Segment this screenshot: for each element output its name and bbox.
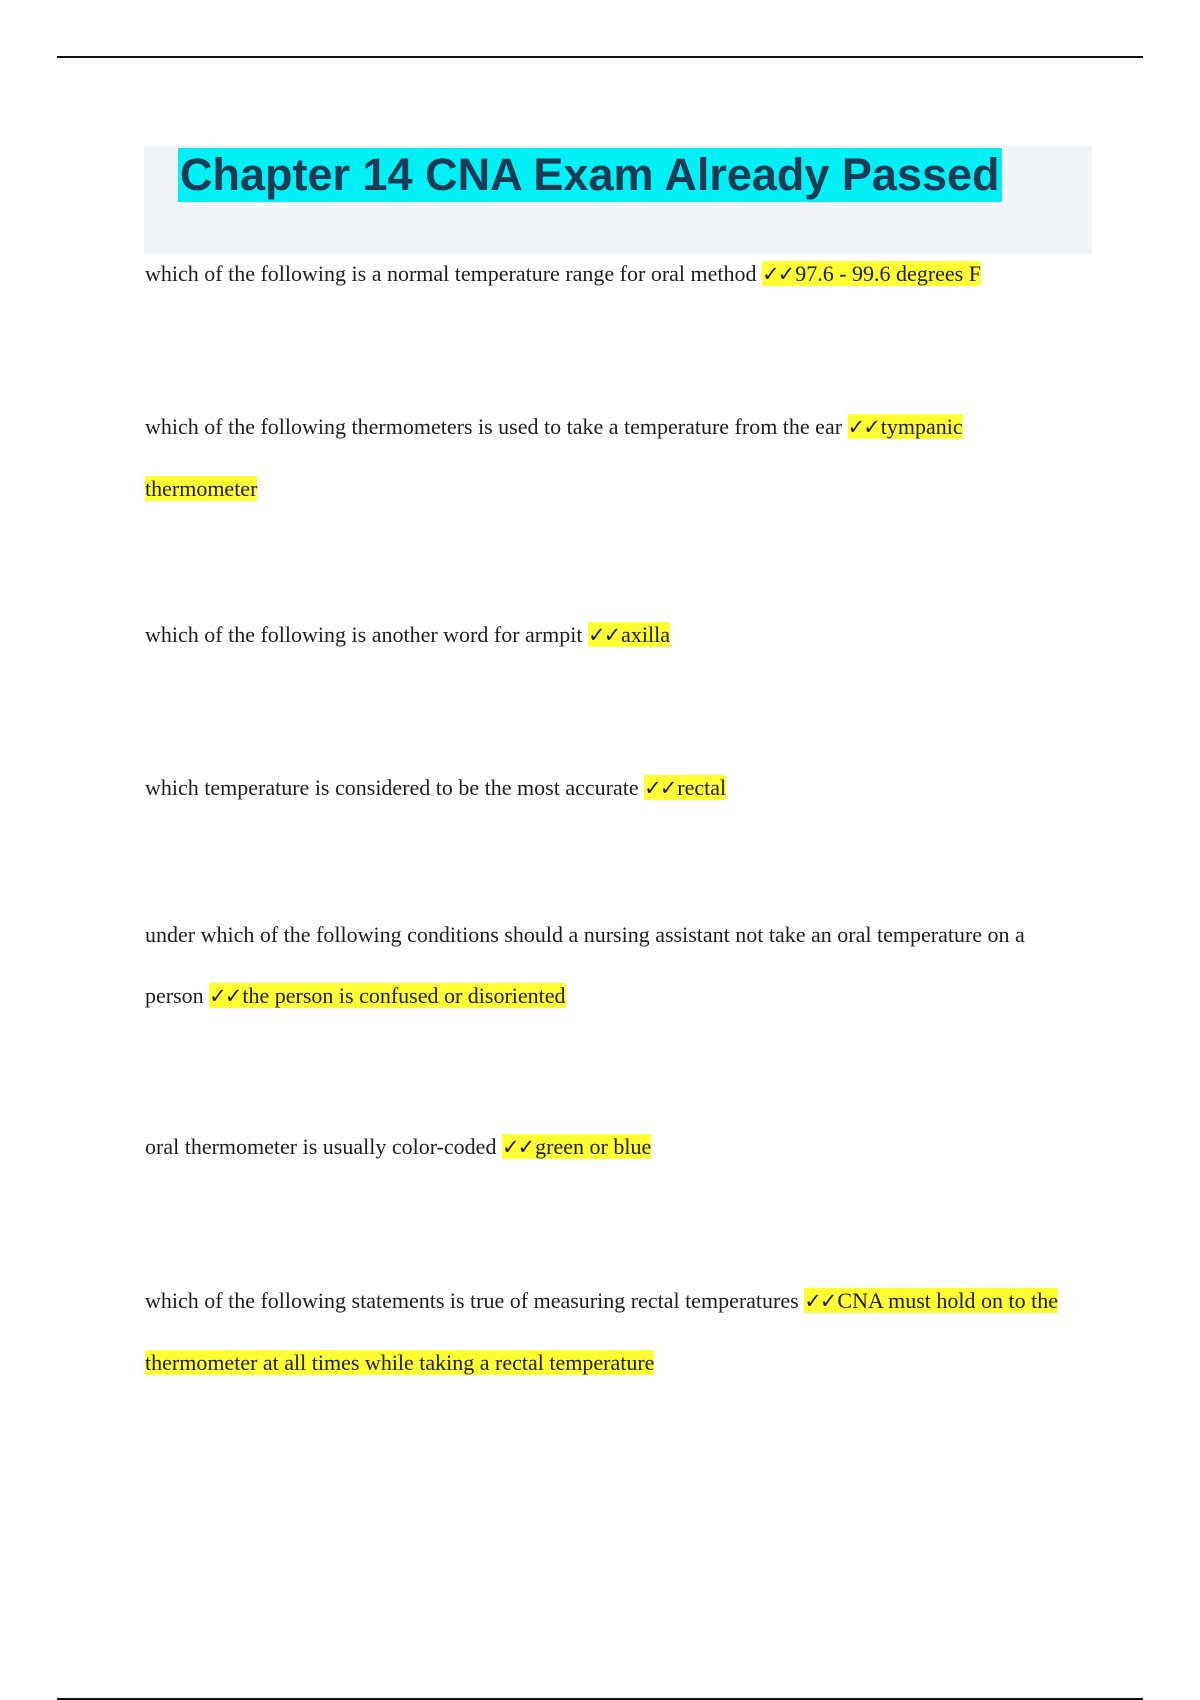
question-text: which of the following is another word for armpit (145, 622, 583, 647)
answer-text: green or blue (535, 1134, 652, 1159)
qa-item-5 (145, 904, 1080, 1027)
double-check-icon: ✓✓ (209, 984, 241, 1008)
qa-item-3 (145, 604, 1080, 666)
answer-highlight (762, 261, 981, 286)
qa-item-6 (145, 1116, 1080, 1178)
question-text: which of the following is a normal temperature range for oral method (145, 261, 757, 286)
answer-text: axilla (621, 622, 671, 647)
qa-item-1 (145, 243, 1080, 305)
answer-text: 97.6 - 99.6 degrees F (795, 261, 981, 286)
double-check-icon: ✓✓ (847, 415, 879, 439)
qa-item-2 (145, 396, 1080, 519)
page-title: Chapter 14 CNA Exam Already Passed (180, 149, 1000, 200)
double-check-icon: ✓✓ (501, 1135, 534, 1159)
double-check-icon: ✓✓ (644, 776, 676, 800)
question-text: under which of the following conditions should a nursing assistant not take an oral temperature on a person (145, 922, 1025, 1008)
question-text: which temperature is considered to be the most accurate (145, 775, 639, 800)
answer-highlight (502, 1134, 651, 1159)
answer-text: tympanic thermometer (145, 414, 963, 501)
answer-highlight (644, 775, 726, 800)
question-text: which of the following statements is true of measuring rectal temperatures (145, 1288, 799, 1313)
double-check-icon: ✓✓ (587, 623, 620, 647)
answer-highlight (588, 622, 670, 647)
question-text: which of the following thermometers is used to take a temperature from the ear (145, 414, 843, 439)
qa-item-4 (145, 757, 1080, 819)
answer-text: CNA must hold on to the thermometer at all times while taking a rectal temperature (145, 1288, 1059, 1375)
double-check-icon: ✓✓ (804, 1289, 836, 1313)
qa-item-7 (145, 1270, 1080, 1393)
top-rule (57, 56, 1143, 58)
question-text: oral thermometer is usually color-coded (145, 1134, 497, 1159)
answer-highlight (209, 983, 565, 1008)
answer-text: rectal (677, 775, 727, 800)
answer-text: the person is confused or disoriented (242, 983, 566, 1008)
double-check-icon: ✓✓ (762, 262, 794, 286)
